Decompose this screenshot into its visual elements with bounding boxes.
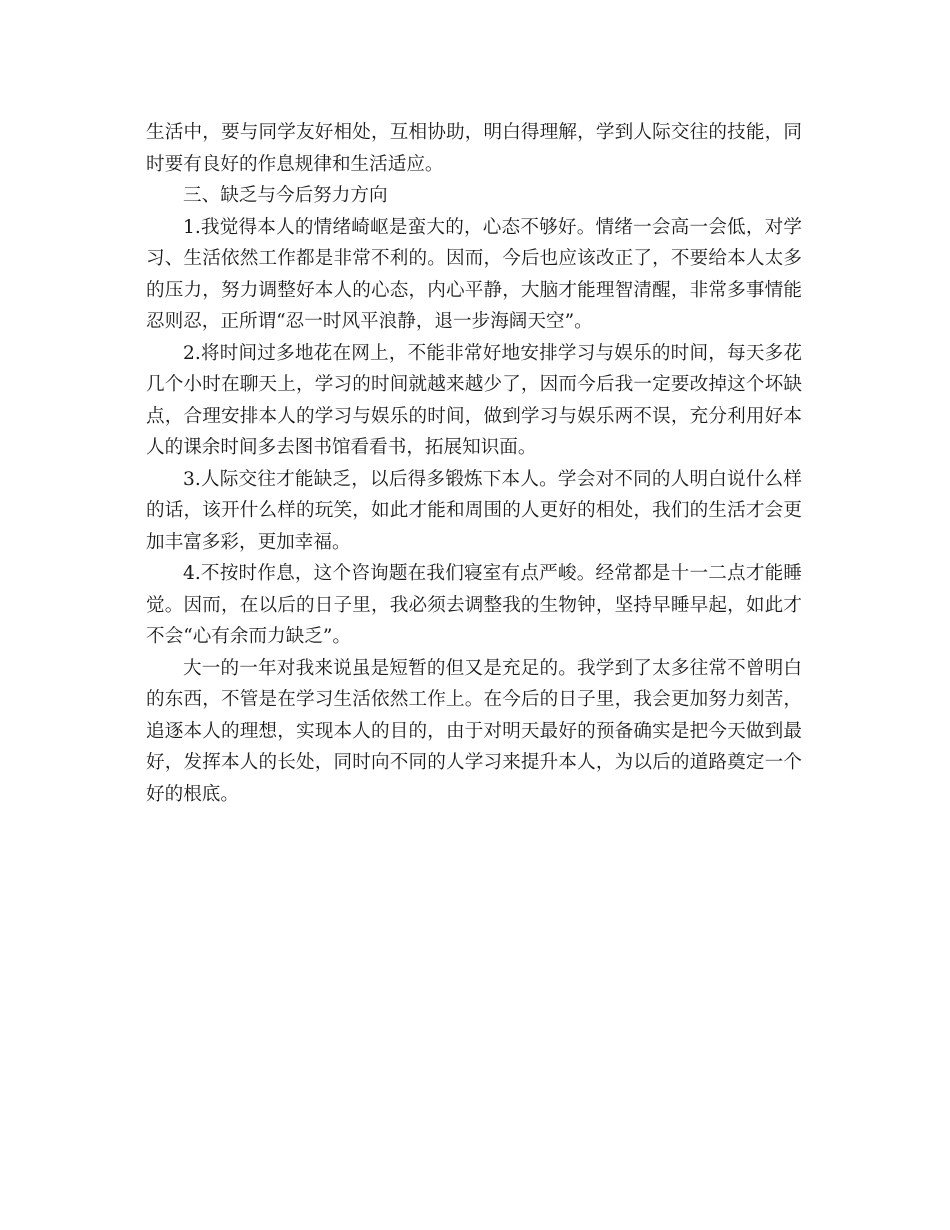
section-heading: 三、缺乏与今后努力方向 — [183, 185, 388, 206]
document-body — [146, 117, 802, 810]
paragraph-item-3: 3.人际交往才能缺乏，以后得多锻炼下本人。学会对不同的人明白说什么样的话，该开什么样的玩笑，如此才能和周围的人更好的相处，我们的生活才会更加丰富多彩，更加幸福。 — [146, 468, 802, 553]
paragraph-conclusion: 大一的一年对我来说虽是短暂的但又是充足的。我学到了太多往常不曾明白的东西，不管是在学习生活依然工作上。在今后的日子里，我会更加努力刻苦，追逐本人的理想，实现本人的目的，由于对明天最好的预备确实是把今天做到最好，发挥本人的长处，同时向不同的人学习来提升本人，为以后的道路奠定一个好的根底。 — [146, 657, 802, 805]
paragraph-item-4: 4.不按时作息，这个咨询题在我们寝室有点严峻。经常都是十一二点才能睡觉。因而，在以后的日子里，我必须去调整我的生物钟，坚持早睡早起，如此才不会“心有余而力缺乏”。 — [146, 563, 802, 647]
paragraph-item-2: 2.将时间过多地花在网上，不能非常好地安排学习与娱乐的时间，每天多花几个小时在聊天上，学习的时间就越来越少了，因而今后我一定要改掉这个坏缺点，合理安排本人的学习与娱乐的时间，做到学习与娱乐两不误，充分利用好本人的课余时间多去图书馆看看书，拓展知识面。 — [146, 342, 802, 458]
paragraph-continuation: 生活中，要与同学友好相处，互相协助，明白得理解，学到人际交往的技能，同时要有良好的作息规律和生活适应。 — [146, 122, 802, 175]
paragraph-item-1: 1.我觉得本人的情绪崎岖是蛮大的，心态不够好。情绪一会高一会低，对学习、生活依然工作都是非常不利的。因而，今后也应该改正了，不要给本人太多的压力，努力调整好本人的心态，内心平静，大脑才能理智清醒，非常多事情能忍则忍，正所谓“忍一时风平浪静，退一步海阔天空”。 — [146, 216, 802, 332]
